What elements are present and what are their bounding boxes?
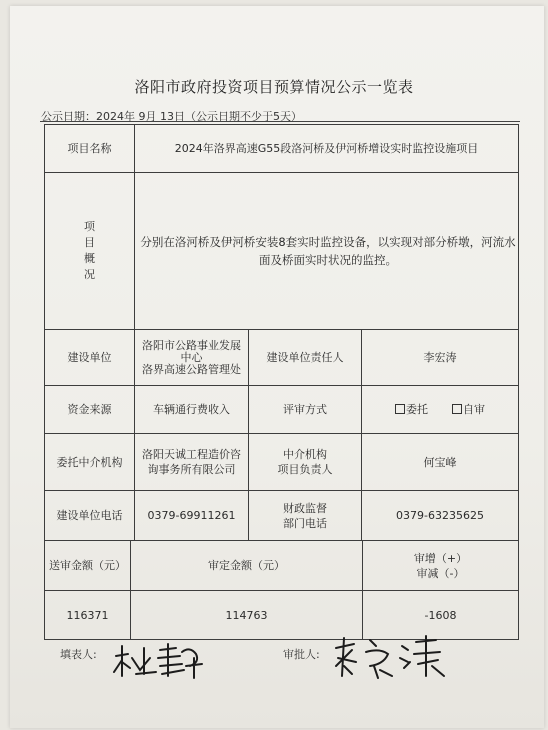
table-border-right (518, 124, 519, 640)
checkbox-icon (452, 404, 462, 414)
project-name-label: 项目名称 (67, 142, 112, 155)
overview-label-char: 目 (84, 236, 95, 249)
finance-phone: 0379-63235625 (396, 509, 484, 522)
change-amount: -1608 (424, 608, 457, 622)
builder-label: 建设单位 (67, 351, 112, 364)
review-option-label: 委托 (406, 403, 428, 416)
finance-label-line: 部门电话 (283, 516, 327, 530)
fund-value: 车辆通行费收入 (153, 403, 230, 416)
submitted-amount-label: 送审金额（元） (49, 559, 126, 572)
builder-value-line: 洛阳市公路事业发展 (142, 338, 241, 352)
submitted-amount: 116371 (66, 608, 109, 622)
date-underline (40, 121, 520, 122)
review-option-entrusted (395, 403, 428, 416)
agency-person-label-line: 中介机构 (283, 448, 327, 461)
change-label-line: 审减（-） (416, 566, 465, 580)
agency-label: 委托中介机构 (56, 455, 123, 469)
change-label-line: 审增（+） (413, 551, 468, 565)
builder-person-value: 李宏涛 (423, 351, 457, 364)
overview-label-char: 概 (84, 252, 95, 265)
overview-label (45, 173, 134, 329)
fund-label: 资金来源 (67, 403, 112, 416)
builder-value (135, 330, 248, 385)
agency-value (135, 434, 248, 490)
phone-label: 建设单位电话 (56, 509, 123, 522)
agency-person-value: 何宝峰 (423, 455, 457, 469)
review-option-self (452, 403, 485, 416)
overview-label-char: 项 (84, 220, 95, 233)
publish-date: 公示日期：2024年 9月 13日（公示日期不少于5天） (41, 110, 302, 123)
project-name-value: 2024年洛界高速G55段洛河桥及伊河桥增设实时监控设施项目 (174, 142, 479, 155)
finance-label-line: 财政监督 (283, 501, 327, 515)
approver-signature (330, 632, 450, 682)
builder-value-line: 洛界高速公路管理处 (142, 362, 241, 376)
approver-label: 审批人: (283, 648, 320, 661)
agency-person-label (249, 434, 361, 490)
builder-value-line: 中心 (180, 350, 203, 364)
filler-signature (110, 640, 210, 680)
agency-person-label-line: 项目负责人 (277, 463, 333, 476)
review-option-label: 自审 (463, 403, 485, 416)
agency-value-line: 洛阳天诚工程造价咨 (142, 448, 241, 461)
approved-amount: 114763 (225, 608, 268, 622)
builder-person-label: 建设单位责任人 (266, 351, 344, 364)
phone-value: 0379-69911261 (147, 509, 236, 522)
overview-label-char: 况 (84, 268, 95, 281)
review-method-options (362, 386, 518, 433)
document-title: 洛阳市政府投资项目预算情况公示一览表 (134, 78, 414, 96)
overview-value: 分别在洛河桥及伊河桥安装8套实时监控设备，以实现对部分桥墩，河流水面及桥面实时状况的监控。 (140, 235, 516, 267)
filler-label: 填表人: (60, 648, 97, 661)
finance-label (249, 491, 361, 540)
agency-value-line: 询事务所有限公司 (147, 463, 236, 476)
review-method-label: 评审方式 (283, 403, 327, 416)
checkbox-icon (395, 404, 405, 414)
change-label (363, 541, 518, 590)
approved-amount-label: 审定金额（元） (208, 559, 285, 572)
